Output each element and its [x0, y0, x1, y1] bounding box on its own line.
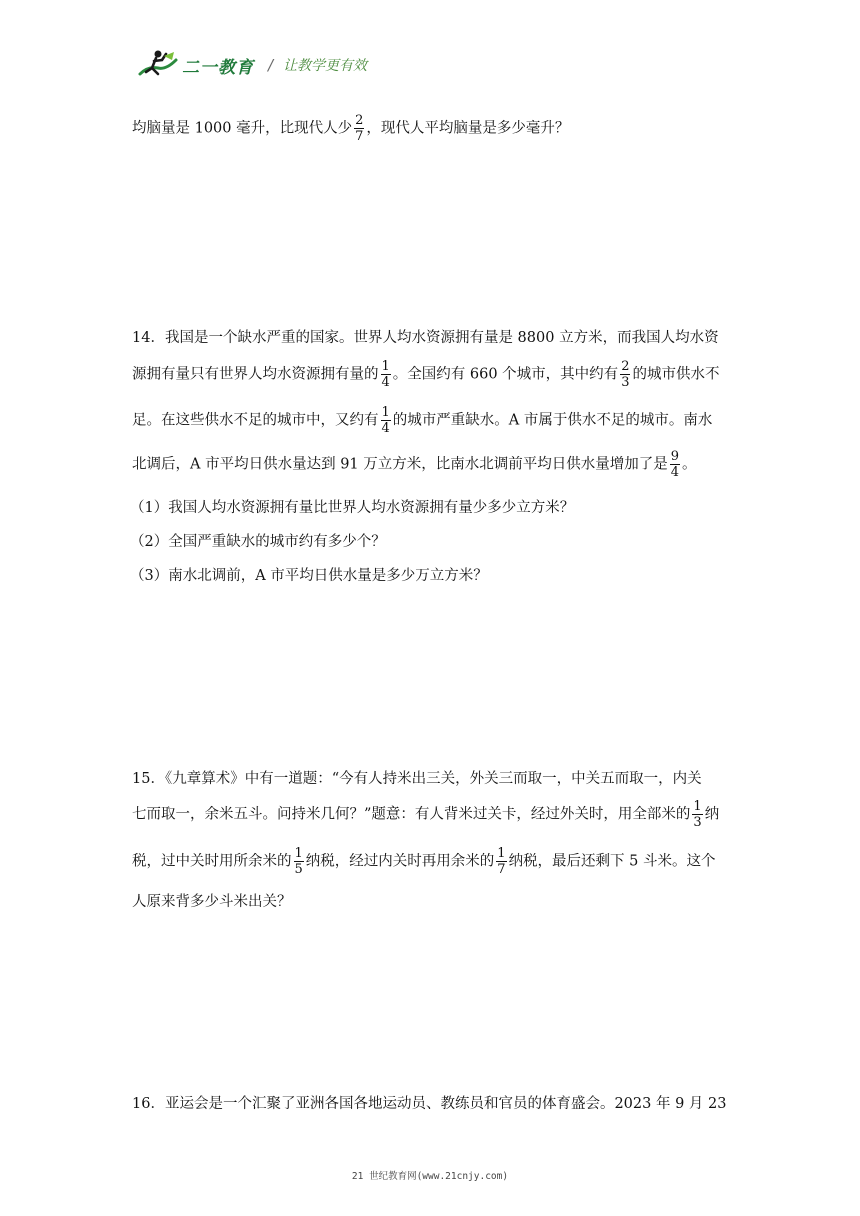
text: 均脑量是 1000 毫升，比现代人少 [132, 120, 353, 137]
q16-line-1: 16．亚运会是一个汇聚了亚洲各国各地运动员、教练员和官员的体育盛会。2023 年 9 月 23 [132, 1096, 727, 1112]
q14-line-1: 14．我国是一个缺水严重的国家。世界人均水资源拥有量是 8800 立方米，而我国人均水资 [132, 330, 719, 346]
brand-name: 二一教育 [182, 57, 254, 78]
fraction: $\frac{1}{7}$ [497, 846, 506, 877]
header-slogan: 让教学更有效 [283, 58, 368, 74]
runner-logo-icon [136, 48, 180, 82]
fraction: $\frac{1}{3}$ [693, 799, 702, 830]
text: ，现代人平均脑量是多少毫升？ [366, 120, 570, 137]
fraction: $\frac{1}{4}$ [381, 405, 390, 436]
fraction: $\frac{2}{7}$ [355, 113, 364, 144]
page-header [136, 48, 367, 82]
header-separator: / [268, 56, 274, 74]
q13-line [132, 113, 569, 144]
fraction: $\frac{1}{5}$ [294, 846, 303, 877]
fraction: $\frac{1}{4}$ [381, 359, 390, 390]
q14-subquestion-1: （1）我国人均水资源拥有量比世界人均水资源拥有量少多少立方米？ [130, 500, 575, 516]
q15-line-3: 税，过中关时用所余米的 $\frac{1}{5}$ 纳税，经过内关时再用余米的 $\frac{1}{7}$ 纳税，最后还剩下 5 斗米。这个 [132, 846, 716, 877]
fraction: $\frac{9}{4}$ [670, 449, 680, 480]
fraction: $\frac{2}{3}$ [621, 359, 630, 390]
page-footer: 21 世纪教育网(www.21cnjy.com) [351, 1171, 509, 1182]
q14-subquestion-3: （3）南水北调前，A 市平均日供水量是多少万立方米？ [130, 568, 488, 584]
q14-line-3: 足。在这些供水不足的城市中，又约有 $\frac{1}{4}$ 的城市严重缺水。A 市属于供水不足的城市。南水 [132, 405, 713, 436]
q14-subquestion-2: （2）全国严重缺水的城市约有多少个？ [130, 534, 386, 550]
q15-line-2: 七而取一，余米五斗。问持米几何？”题意：有人背米过关卡，经过外关时，用全部米的 $\frac{1}{3}$ 纳 [132, 799, 720, 830]
q15-line-4: 人原来背多少斗米出关？ [132, 894, 292, 910]
q14-line-4: 北调后，A 市平均日供水量达到 91 万立方米，比南水北调前平均日供水量增加了是 $\frac{9}{4}$ 。 [132, 449, 697, 480]
q15-line-1: 15．《九章算术》中有一道题：“今有人持米出三关，外关三而取一，中关五而取一，内关 [132, 771, 702, 787]
q14-line-2: 源拥有量只有世界人均水资源拥有量的 $\frac{1}{4}$ 。全国约有 660 个城市，其中约有 $\frac{2}{3}$ 的城市供水不 [132, 359, 720, 390]
